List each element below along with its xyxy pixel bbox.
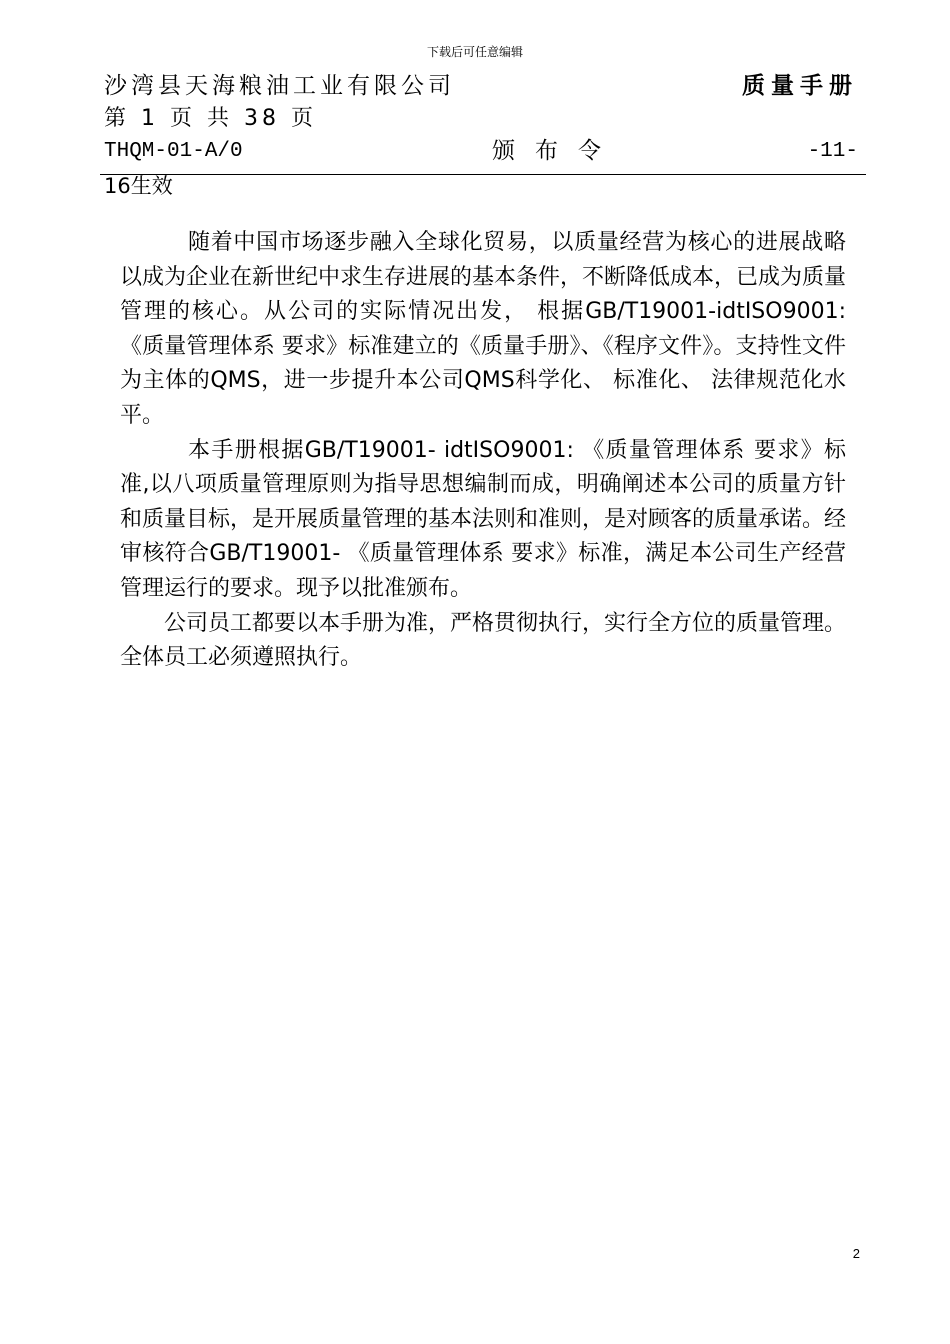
effective-date-end: 16生效 [104,174,173,198]
header-divider [100,174,866,175]
company-name: 沙湾县天海粮油工业有限公司 [104,73,455,99]
page-number: 2 [852,1246,860,1261]
page-info: 第 1 页 共 38 页 [104,106,317,131]
body-paragraph: 公司员工都要以本手册为准，严格贯彻执行，实行全方位的质量管理。全体员工必须遵照执行。 [120,610,847,671]
document-code: THQM-01-A/0 [104,140,243,163]
manual-title: 质量手册 [742,73,858,99]
body-paragraph: 本手册根据GB/T19001- idtISO9001: 《质量管理体系 要求》标准,以八项质量管理原则为指导思想编制而成，明确阐述本公司的质量方针和质量目标，是开展质量管理的基本法则和准则，是对顾客的质量承诺。经审核符合GB/T19001- 《质量管理体系 要求》标准，满足本公司生产经营管理运行的要求。现予以批准颁布。 [120,437,847,601]
download-note: 下载后可任意编辑 [426,45,523,59]
body-paragraph: 随着中国市场逐步融入全球化贸易，以质量经营为核心的进展战略以成为企业在新世纪中求生存进展的基本条件，不断降低成本，已成为质量管理的核心。从公司的实际情况出发， 根据GB/T19001-idtISO9001: 《质量管理体系 要求》标准建立的《质量手册》、《程序文件》。支持性文件为主体的QMS，进一步提升本公司QMS科学化、 标准化、 法律规范化水平。 [120,230,847,428]
effective-date-start: -11- [807,140,858,163]
section-title: 颁布令 [492,138,621,164]
document-body [120,226,846,676]
